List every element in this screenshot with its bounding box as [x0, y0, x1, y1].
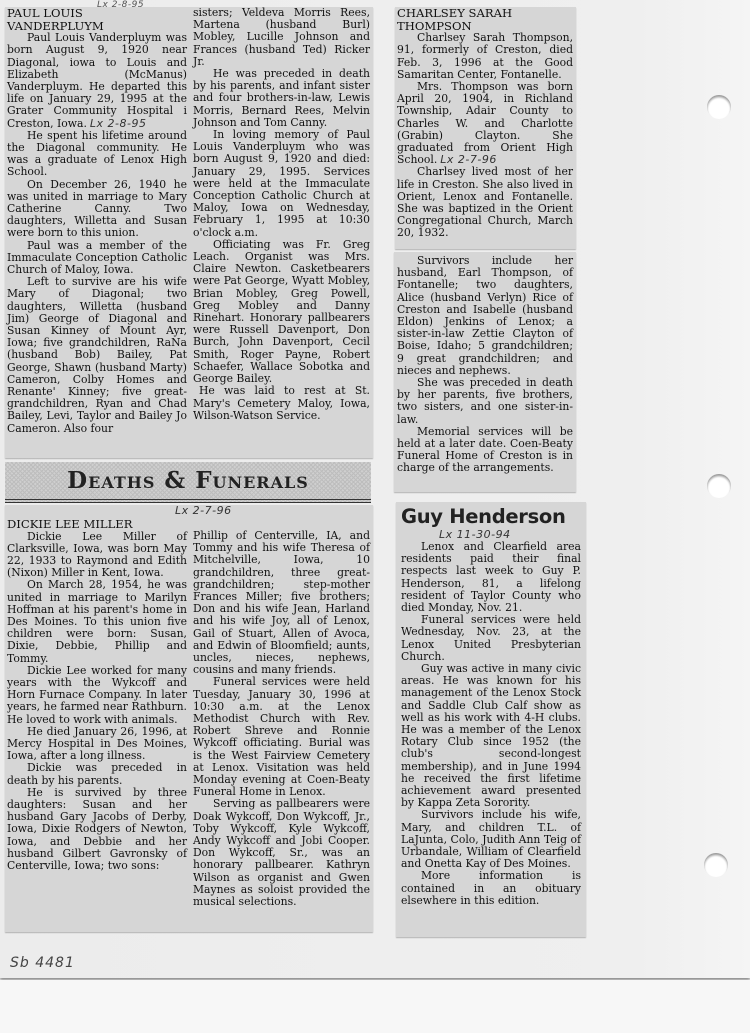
obituary-paragraph: Left to survive are his wife Mary of Diagonal; two daughters, Willetta (husband Jim) George of Diagonal and Susan Kinney of Mount Ayr, Iowa; five grandchildren, RaNa (husband Bob) Bailey, Pat George, Shawn (husband Marty) Cameron, Colby Homes and Renante' Kinney; five great-grandchildren, Ryan and Chad Bailey, Levi, Taylor and Bailey Jo Cameron. Also four [7, 275, 187, 435]
obituary-paragraph: She was preceded in death by her parents, five brothers, two sisters, and one sister-in-law. [397, 376, 573, 426]
obituary-paragraph: sisters; Veldeva Morris Rees, Martena (husband Burl) Mobley, Lucille Johnson and Frances (husband Ted) Ricker Jr. [193, 7, 370, 68]
obituary-paragraph: He is survived by three daughters: Susan and her husband Gary Jacobs of Derby, Iowa, Dixie Rodgers of Newton, Iowa, and Debbie and her husband Gilbert Gavronsky of Centerville, Iowa; two sons: [7, 785, 187, 873]
handwritten-date-note: Lx 2-7-96 [440, 153, 497, 167]
obituary-heading-line1: CHARLSEY SARAH [397, 7, 513, 20]
obituary-vanderpluym [5, 7, 373, 458]
obituary-paragraph: Dickie was preceded in death by his parents. [7, 761, 187, 787]
obituary-paragraph: He was laid to rest at St. Mary's Cemetery Maloy, Iowa, Wilson-Watson Service. [193, 384, 370, 422]
obituary-paragraph: Paul was a member of the Immaculate Conception Catholic Church of Maloy, Iowa. [7, 238, 187, 277]
obituary-paragraph: He died January 26, 1996, at Mercy Hospital in Des Moines, Iowa, after a long illness. [7, 724, 187, 763]
obituary-paragraph: Funeral services were held Tuesday, January 30, 1996 at 10:30 a.m. at the Lenox Methodist Church with Rev. Robert Shreve and Ronnie Wykcoff officiating. Burial was is the West Fairview Cemetery at Lenox. Visitation was held Monday evening at Coen-Beaty Funeral Home in Lenox. [193, 675, 370, 799]
scan-background [0, 980, 750, 1033]
obituary-paragraph: Dickie Lee worked for many years with the Wykcoff and Horn Furnace Company. In later years, he farmed near Rathburn. He loved to work with animals. [7, 663, 187, 726]
obituary-paragraph: He was preceded in death by his parents, and infant sister and four brothers-in-law, Lewis Morris, Bernard Rees, Melvin Johnson and Tom Canny. [193, 67, 370, 129]
handwritten-date-note: Lx 2-8-95 [89, 116, 147, 130]
obituary-henderson [396, 502, 586, 937]
obituary-paragraph: Serving as pallbearers were Doak Wykcoff, Don Wykcoff, Jr., Toby Wykcoff, Kyle Wykcoff, Andy Wykcoff and Jobi Cooper. Don Wykcoff, Sr., was an honorary pallbearer. Kathryn Wilson as organist and Gwen Maynes as soloist provided the musical selections. [193, 797, 370, 909]
section-banner [5, 462, 371, 503]
obituary-miller [5, 505, 373, 932]
section-banner-title: Deaths & Funerals [67, 467, 309, 494]
obituary-paragraph: On December 26, 1940 he was united in marriage to Mary Catherine Canny. Two daughters, Willetta and Susan were born to this union. [7, 177, 187, 240]
punch-hole [707, 474, 731, 498]
obituary-paragraph: In loving memory of Paul Louis Vanderpluym who was born August 9, 1920 and died: January 29, 1995. Services were held at the Immaculate Conception Catholic Church at Maloy, Iowa on Wednesday, February 1, 1995 at 10:30 o'clock a.m. [193, 128, 370, 239]
obituary-heading-line1: PAUL LOUIS [7, 7, 83, 20]
obituary-paragraph: On March 28, 1954, he was united in marriage to Marilyn Hoffman at his parent's home in Des Moines. To this union five children were born: Susan, Dixie, Debbie, Phillip and Tommy. [7, 578, 187, 665]
obituary-paragraph: Guy was active in many civic areas. He was known for his management of the Lenox Stock and Saddle Club Calf show as well as his work with 4-H clubs. He was a member of the Lenox Rotary Club since 1952 (the club's second-longest membership), and in June 1994 he received the first lifetime achievement award presented by Kappa Zeta Sorority. [401, 662, 581, 810]
reference-label: Sb 4481 [10, 955, 75, 971]
obituary-paragraph: More information is contained in an obituary elsewhere in this edition. [401, 869, 581, 907]
obituary-paragraph: Survivors include her husband, Earl Thompson, of Fontanelle; two daughters, Alice (husband Verlyn) Rice of Creston and Isabelle (husband Eldon) Jenkins of Lenox; a sister-in-law Zettie Clayton of Boise, Idaho; 5 grandchildren; 9 great grandchildren; and nieces and nephews. [397, 254, 573, 377]
obituary-paragraph: Charlsey lived most of her life in Creston. She also lived in Orient, Lenox and Fontanelle. She was baptized in the Orient Congregational Church, March 20, 1932. [397, 165, 573, 240]
punch-hole [704, 853, 728, 877]
obituary-paragraph: Phillip of Centerville, IA, and Tommy and his wife Theresa of Mitchelville, Iowa, 10 grandchildren, three great-grandchildren; step-mother Frances Miller; five brothers; Don and his wife Jean, Harland and his wife Joy, all of Lenox, Gail of Stuart, Allen of Avoca, and Edwin of Bloomfield; aunts, uncles, nieces, nephews, cousins and many friends. [193, 529, 370, 677]
obituary-heading: DICKIE LEE MILLER [7, 517, 133, 531]
obituary-paragraph: Officiating was Fr. Greg Leach. Organist was Mrs. Claire Newton. Casketbearers were Pat George, Wyatt Mobley, Brian Mobley, Greg Powell, Greg Mobley and Danny Rinehart. Honorary pallbearers were Russell Davenport, Don Burch, John Davenport, Cecil Smith, Roger Payne, Robert Schaefer, Wallace Sobotka and George Bailey. [193, 237, 370, 386]
obituary-heading: Guy Henderson [401, 505, 566, 528]
obituary-paragraph: Lenox and Clearfield area residents paid their final respects last week to Guy P. Henderson, 81, a lifelong resident of Taylor County who died Monday, Nov. 21. [401, 540, 581, 615]
obituary-heading-line2: VANDERPLUYM [7, 18, 104, 33]
obituary-heading-line2: THOMPSON [397, 18, 472, 33]
obituary-paragraph: He spent his lifetime around the Diagonal community. He was a graduate of Lenox High School. [7, 128, 187, 179]
obituary-paragraph: Mrs. Thompson was born April 20, 1904, in Richland Township, Adair County to Charles W. and Charlotte (Grabin) Clayton. She graduated from Orient High School. Lx 2-7-96 [397, 80, 573, 167]
handwritten-date-note: Lx 2-7-96 [175, 505, 232, 517]
obituary-paragraph: Memorial services will be held at a later date. Coen-Beaty Funeral Home of Creston is in charge of the arrangements. [397, 424, 573, 475]
obituary-paragraph: Charlsey Sarah Thompson, 91, formerly of Creston, died Feb. 3, 1996 at the Good Samaritan Center, Fontanelle. [397, 31, 573, 81]
obituary-paragraph: Funeral services were held Wednesday, Nov. 23, at the Lenox United Presbyterian Church. [401, 613, 581, 663]
obituary-thompson-top [395, 7, 576, 249]
obituary-paragraph: Survivors include his wife, Mary, and children T.L. of LaJunta, Colo, Judith Ann Teig of Urbandale, William of Clearfield and Onetta Kay of Des Moines. [401, 808, 581, 871]
obituary-paragraph: Paul Louis Vanderpluym was born August 9, 1920 near Diagonal, iowa to Louis and Elizabeth (McManus) Vanderpluym. He departed this life on January 29, 1995 at the Grater Community Hospital i Creston, Iowa. Lx 2-8-95 [7, 31, 187, 130]
obituary-thompson-bottom [394, 252, 576, 492]
handwritten-date-note: Lx 11-30-94 [439, 528, 511, 541]
punch-hole [707, 95, 731, 119]
handwritten-scrawl: Lx 2-8-95 [97, 0, 145, 10]
obituary-paragraph: Dickie Lee Miller of Clarksville, Iowa, was born May 22, 1933 to Raymond and Edith (Nixon) Miller in Kent, Iowa. [7, 529, 187, 580]
